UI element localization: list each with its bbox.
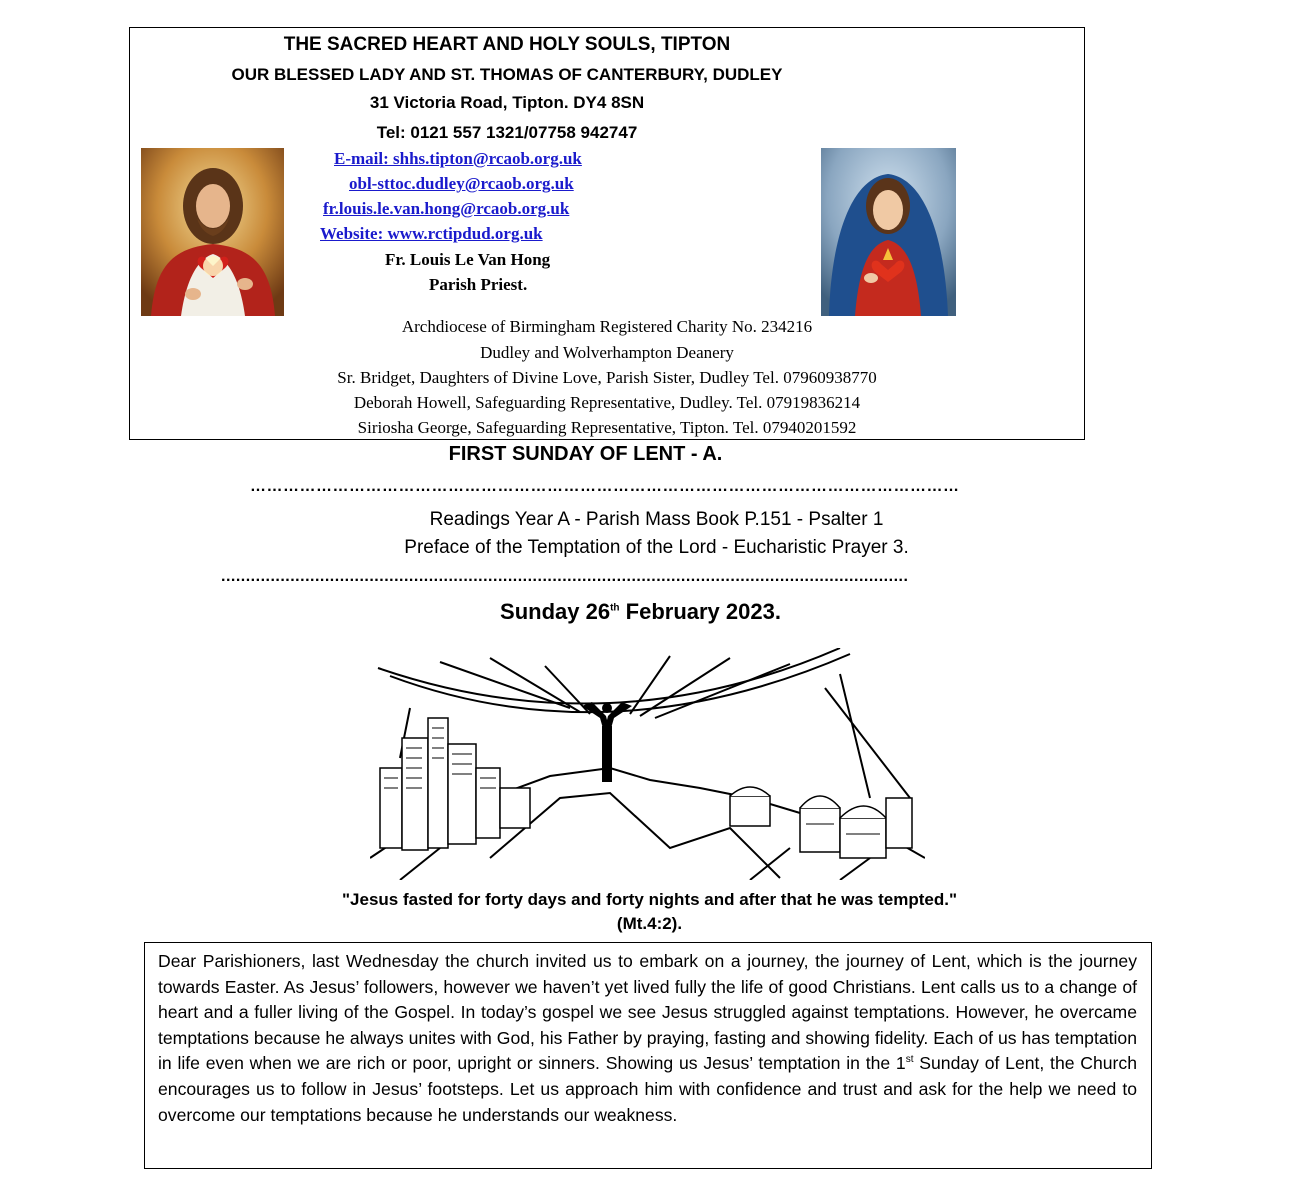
pastoral-letter-text: Dear Parishioners, last Wednesday the church invited us to embark on a journey, the journey of Lent, which is the journey towards Easter. As Jesus’ followers, however we haven’t yet lived fully the life of good Christians. Lent calls us to a change of heart and a fuller living of the Gospel. In today’s gospel we see Jesus struggled against temptations. However, he overcame temptations because he always unites with God, his Father by praying, fasting and showing fidelity. Each of us has temptation in life even when we are rich or poor, upright or sinners. Showing us Jesus’ temptation in the 1st Sunday of Lent, the Church encourages us to follow in Jesus’ footsteps. Let us approach him with confidence and trust and ask for the help we need to overcome our temptations because he understands our weakness.	[158, 951, 1137, 1125]
deanery: Dudley and Wolverhampton Deanery	[480, 343, 734, 362]
gospel-reference: (Mt.4:2).	[616, 914, 683, 933]
parish-name-2: OUR BLESSED LADY AND ST. THOMAS OF CANTERBURY, DUDLEY	[231, 65, 783, 84]
pastoral-letter-box	[144, 942, 1152, 1169]
parish-name: THE SACRED HEART AND HOLY SOULS, TIPTON	[283, 34, 731, 55]
liturgy-title: FIRST SUNDAY OF LENT - A.	[448, 443, 723, 465]
dotted-divider-2: ...........................................................................................................................................	[221, 568, 909, 585]
sunday-date: Sunday 26th February 2023.	[500, 599, 781, 624]
email-link-tipton[interactable]: E-mail: shhs.tipton@rcaob.org.uk	[334, 149, 582, 168]
safeguarding-rep-dudley: Deborah Howell, Safeguarding Representative, Dudley. Tel. 07919836214	[353, 393, 861, 412]
parish-sister: Sr. Bridget, Daughters of Divine Love, Parish Sister, Dudley Tel. 07960938770	[337, 368, 877, 387]
priest-title: Parish Priest.	[429, 275, 528, 294]
priest-name: Fr. Louis Le Van Hong	[385, 250, 551, 269]
email-link-priest[interactable]: fr.louis.le.van.hong@rcaob.org.uk	[323, 199, 570, 218]
sacred-heart-jesus-image	[141, 148, 284, 316]
website-link[interactable]: Website: www.rctipdud.org.uk	[320, 224, 543, 243]
dotted-divider: …………………………………………………………………………………………………………………	[250, 478, 960, 495]
parish-telephone: Tel: 0121 557 1321/07758 942747	[376, 123, 638, 142]
email-link-dudley[interactable]: obl-sttoc.dudley@rcaob.org.uk	[349, 174, 574, 193]
readings-line: Readings Year A - Parish Mass Book P.151 - Psalter 1	[429, 509, 884, 530]
gospel-quote: "Jesus fasted for forty days and forty nights and after that he was tempted."	[341, 890, 957, 909]
jesus-temptation-illustration	[370, 648, 925, 880]
preface-line: Preface of the Temptation of the Lord - Eucharistic Prayer 3.	[404, 537, 909, 558]
charity-number: Archdiocese of Birmingham Registered Charity No. 234216	[401, 317, 813, 336]
parish-address: 31 Victoria Road, Tipton. DY4 8SN	[369, 93, 645, 112]
safeguarding-rep-tipton: Siriosha George, Safeguarding Representative, Tipton. Tel. 07940201592	[357, 418, 857, 437]
parish-header-box	[129, 27, 1085, 440]
immaculate-heart-mary-image	[821, 148, 956, 316]
